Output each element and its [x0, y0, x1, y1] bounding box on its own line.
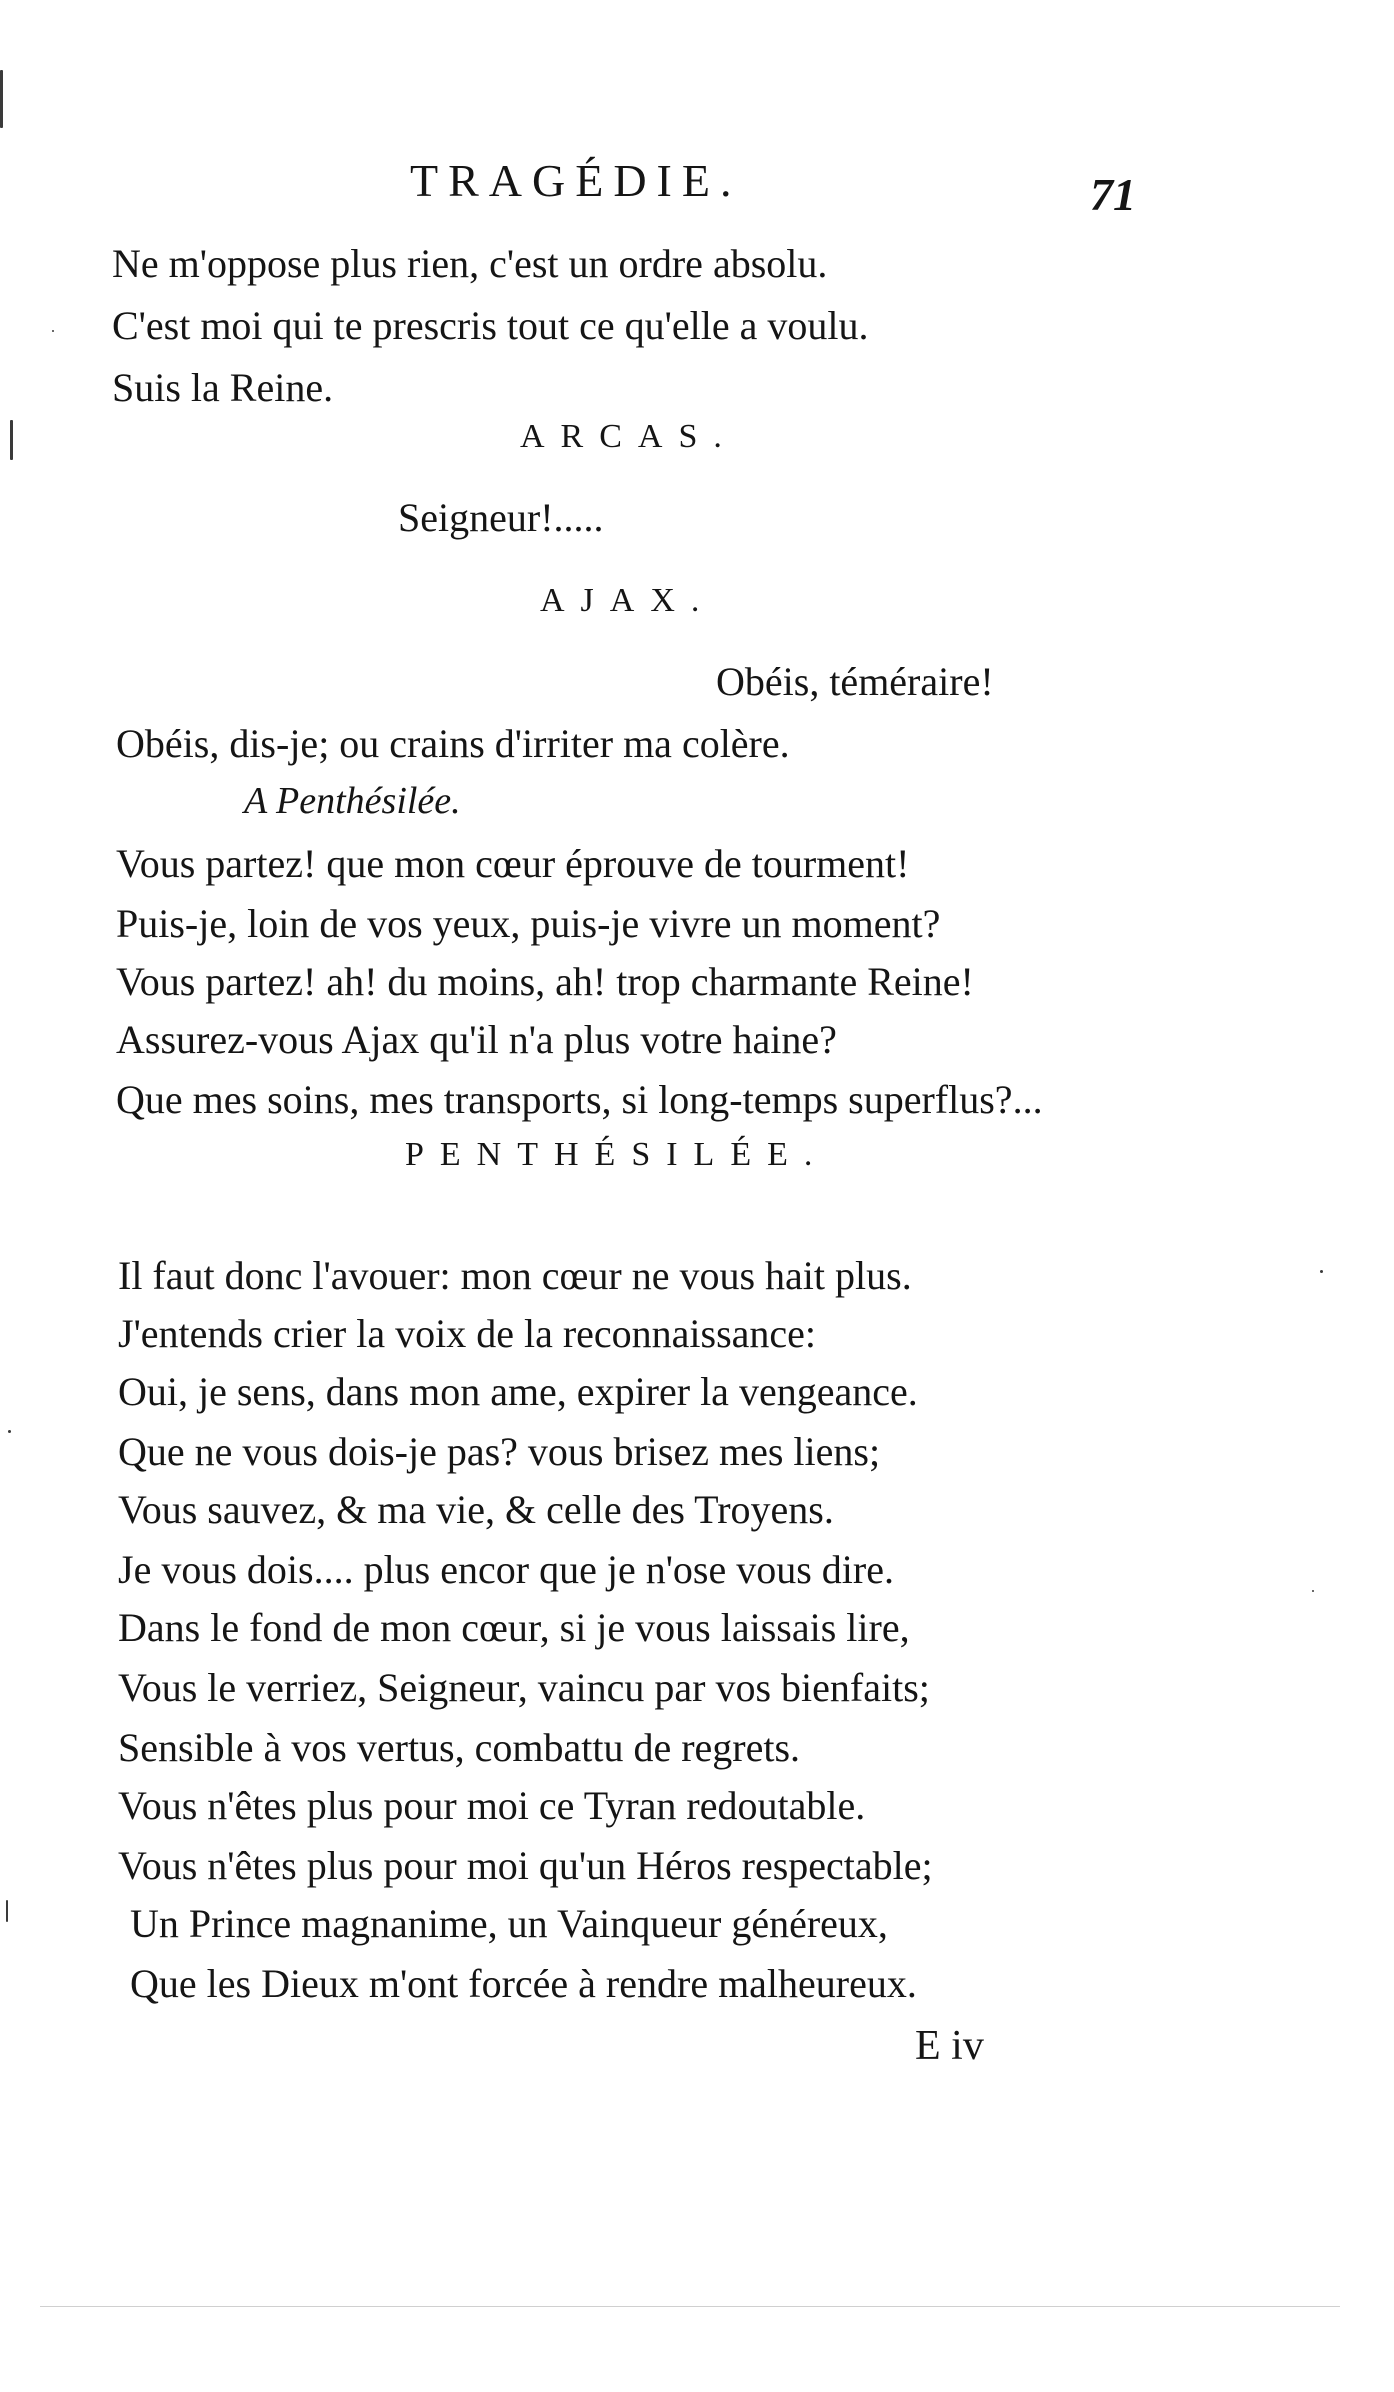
stage-direction: A Penthésilée. — [244, 780, 461, 822]
verse-line: Vous le verriez, Seigneur, vaincu par vos bienfaits; — [118, 1665, 930, 1710]
ink-speck — [6, 1900, 8, 1922]
speaker-name-ajax: AJAX. — [540, 582, 716, 619]
ink-speck — [0, 70, 3, 128]
verse-line: Vous sauvez, & ma vie, & celle des Troyens. — [118, 1487, 834, 1532]
speaker-name-penthesilee: PENTHÉSILÉE. — [405, 1136, 829, 1173]
verse-line: Que mes soins, mes transports, si long-temps superflus?... — [116, 1077, 1043, 1122]
verse-line: Vous n'êtes plus pour moi qu'un Héros respectable; — [118, 1843, 933, 1888]
verse-line: J'entends crier la voix de la reconnaissance: — [118, 1311, 817, 1356]
verse-line: Assurez-vous Ajax qu'il n'a plus votre haine? — [116, 1017, 837, 1062]
verse-line: Ne m'oppose plus rien, c'est un ordre absolu. — [112, 241, 828, 286]
ink-speck — [8, 1430, 11, 1433]
verse-line: Vous partez! que mon cœur éprouve de tourment! — [116, 841, 910, 886]
page-number: 71 — [1090, 169, 1136, 220]
verse-line: Que les Dieux m'ont forcée à rendre malheureux. — [130, 1961, 917, 2006]
ink-speck — [1312, 1590, 1314, 1592]
ink-speck — [52, 330, 54, 332]
ink-speck — [1320, 1270, 1323, 1273]
verse-line: Suis la Reine. — [112, 365, 334, 410]
page-edge-line — [40, 2306, 1340, 2307]
ink-speck — [10, 420, 13, 460]
verse-line: Il faut donc l'avouer: mon cœur ne vous hait plus. — [118, 1253, 912, 1298]
signature-mark: E iv — [915, 2023, 984, 2069]
verse-line: Puis-je, loin de vos yeux, puis-je vivre un moment? — [116, 901, 941, 946]
verse-line: Sensible à vos vertus, combattu de regrets. — [118, 1725, 801, 1770]
verse-line: C'est moi qui te prescris tout ce qu'elle a voulu. — [112, 303, 869, 348]
running-head: TRAGÉDIE. — [410, 155, 742, 206]
verse-line: Que ne vous dois-je pas? vous brisez mes liens; — [118, 1429, 881, 1474]
verse-line: Oui, je sens, dans mon ame, expirer la vengeance. — [118, 1369, 918, 1414]
verse-line: Vous n'êtes plus pour moi ce Tyran redoutable. — [118, 1783, 866, 1828]
verse-line: Un Prince magnanime, un Vainqueur généreux, — [130, 1901, 888, 1946]
verse-line-continuation: Obéis, téméraire! — [716, 659, 994, 704]
verse-line: Seigneur!..... — [398, 495, 604, 540]
verse-line: Dans le fond de mon cœur, si je vous laissais lire, — [118, 1605, 910, 1650]
verse-line: Obéis, dis-je; ou crains d'irriter ma colère. — [116, 721, 790, 766]
verse-line: Je vous dois.... plus encor que je n'ose vous dire. — [118, 1547, 894, 1592]
speaker-name-arcas: ARCAS. — [520, 418, 738, 455]
verse-line: Vous partez! ah! du moins, ah! trop charmante Reine! — [116, 959, 974, 1004]
